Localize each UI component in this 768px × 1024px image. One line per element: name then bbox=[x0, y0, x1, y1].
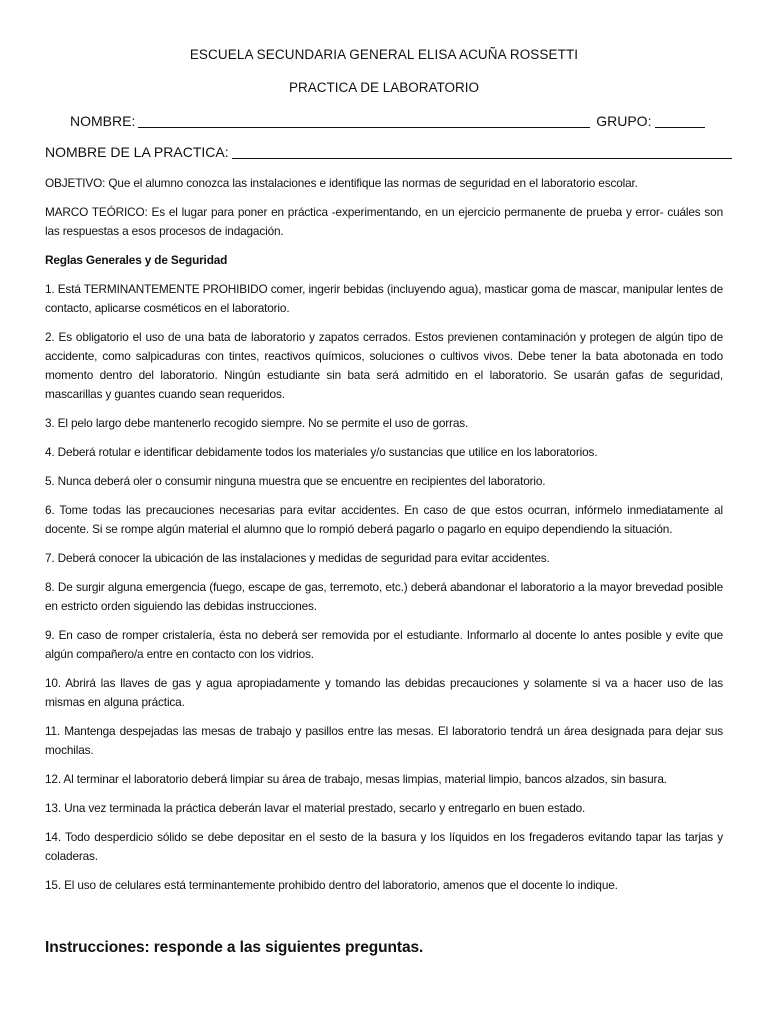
rule-item: 14. Todo desperdicio sólido se debe depositar en el sesto de la basura y los líquidos en los fregaderos evitando tapar las tarjas y coladeras. bbox=[45, 830, 723, 863]
theory-paragraph: MARCO TEÓRICO: Es el lugar para poner en práctica -experimentando, en un ejercicio permanente de prueba y error- cuáles son las respuestas a esos procesos de indagación. bbox=[45, 205, 723, 238]
rule-item: 4. Deberá rotular e identificar debidamente todos los materiales y/o sustancias que utilice en los laboratorios. bbox=[45, 445, 598, 459]
rule-item: 3. El pelo largo debe mantenerlo recogido siempre. No se permite el uso de gorras. bbox=[45, 416, 469, 430]
practice-name-row bbox=[45, 144, 732, 160]
objective-paragraph: OBJETIVO: Que el alumno conozca las instalaciones e identifique las normas de seguridad en el laboratorio escolar. bbox=[45, 176, 638, 190]
name-blank bbox=[138, 127, 590, 128]
rule-item: 9. En caso de romper cristalería, ésta no deberá ser removida por el estudiante. Informarlo al docente lo antes posible y evite que algún compañero/a entre en contacto con los vidrios. bbox=[45, 628, 723, 661]
practice-name-blank bbox=[232, 158, 732, 159]
rule-item: 11. Mantenga despejadas las mesas de trabajo y pasillos entre las mesas. El laboratorio tendrá un área designada para dejar sus mochilas. bbox=[45, 724, 723, 757]
rule-item: 5. Nunca deberá oler o consumir ninguna muestra que se encuentre en recipientes del laboratorio. bbox=[45, 474, 546, 488]
rule-item: 13. Una vez terminada la práctica deberán lavar el material prestado, secarlo y entregarlo en buen estado. bbox=[45, 801, 586, 815]
name-field-row bbox=[70, 113, 705, 129]
rule-item: 8. De surgir alguna emergencia (fuego, escape de gas, terremoto, etc.) deberá abandonar el laboratorio a la mayor brevedad posible en estricto orden siguiendo las debidas instrucciones. bbox=[45, 580, 723, 613]
rule-item: 1. Está TERMINANTEMENTE PROHIBIDO comer, ingerir bebidas (incluyendo agua), masticar goma de mascar, manipular lentes de contacto, aplicarse cosméticos en el laboratorio. bbox=[45, 282, 723, 315]
document-title: PRACTICA DE LABORATORIO bbox=[288, 80, 480, 95]
rule-item: 15. El uso de celulares está terminantemente prohibido dentro del laboratorio, amenos que el docente lo indique. bbox=[45, 878, 618, 892]
school-name: ESCUELA SECUNDARIA GENERAL ELISA ACUÑA ROSSETTI bbox=[189, 47, 579, 62]
rules-heading: Reglas Generales y de Seguridad bbox=[45, 253, 228, 267]
rule-item: 10. Abrirá las llaves de gas y agua apropiadamente y tomando las debidas precauciones y solamente si va a hacer uso de las mismas en alguna práctica. bbox=[45, 676, 723, 709]
group-blank bbox=[655, 127, 705, 128]
instructions-heading: Instrucciones: responde a las siguientes preguntas. bbox=[45, 939, 424, 956]
name-label: NOMBRE: bbox=[70, 113, 136, 129]
practice-name-label: NOMBRE DE LA PRACTICA: bbox=[45, 144, 229, 160]
rule-item: 7. Deberá conocer la ubicación de las instalaciones y medidas de seguridad para evitar accidentes. bbox=[45, 551, 550, 565]
document-body bbox=[45, 174, 723, 905]
group-label: GRUPO: bbox=[596, 113, 652, 129]
rule-item: 6. Tome todas las precauciones necesarias para evitar accidentes. En caso de que estos ocurran, infórmelo inmediatamente al docente. Si se rompe algún material el alumno que lo rompió deberá pagarlo o pagarlo en equipo dependiendo la situación. bbox=[45, 503, 723, 536]
rule-item: 12. Al terminar el laboratorio deberá limpiar su área de trabajo, mesas limpias, material limpio, bancos alzados, sin basura. bbox=[45, 772, 667, 786]
rule-item: 2. Es obligatorio el uso de una bata de laboratorio y zapatos cerrados. Estos previenen contaminación y protegen de algún tipo de accidente, como salpicaduras con tintes, reactivos químicos, soluciones o cultivos vivos. Debe tener la bata abotonada en todo momento dentro del laboratorio. Ningún estudiante sin bata será admitido en el laboratorio. Se usarán gafas de seguridad, mascarillas y guantes cuando sean requeridos. bbox=[45, 330, 723, 401]
